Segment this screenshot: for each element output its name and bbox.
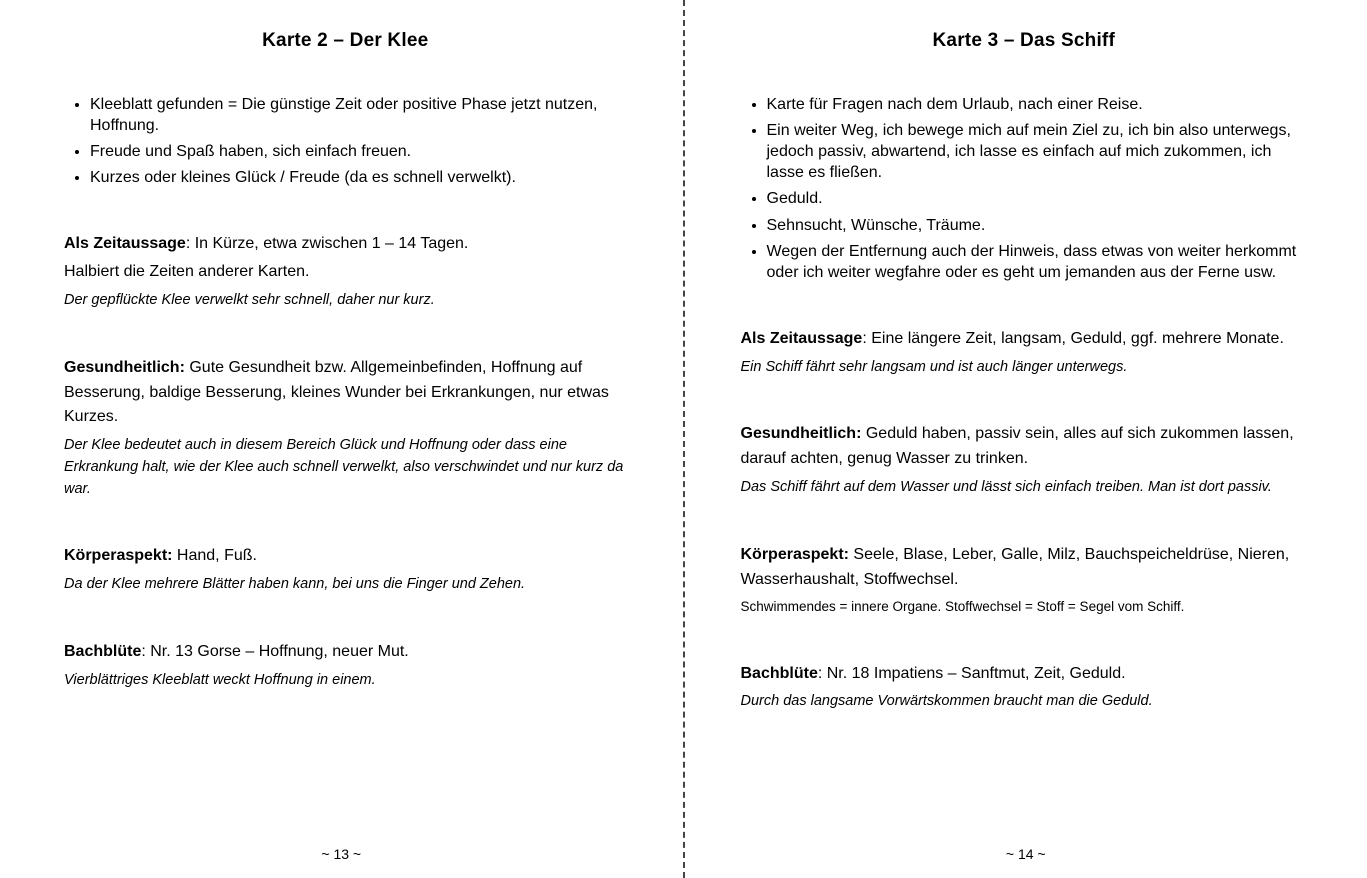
section-paragraph: Bachblüte: Nr. 18 Impatiens – Sanftmut, Zeit, Geduld. [740,664,1126,682]
section-paragraph: Als Zeitaussage: In Kürze, etwa zwischen 1 – 14 Tagen. [64,235,469,253]
section-paragraph: Als Zeitaussage: Eine längere Zeit, langsam, Geduld, ggf. mehrere Monate. [740,329,1284,347]
section-paragraph: Körperaspekt: Seele, Blase, Leber, Galle, Milz, Bauchspeicheldrüse, Nieren, Wasserhaushalt, Stoffwechsel. [740,545,1290,588]
section-koerperaspekt [741,543,1308,618]
bullet-list [741,94,1308,283]
section-note: Das Schiff fährt auf dem Wasser und lässt sich einfach treiben. Man ist dort passiv. [740,479,1272,496]
page-title: Karte 3 – Das Schiff [932,30,1115,51]
section-koerperaspekt [64,544,627,596]
bullet-item: • Karte für Fragen nach dem Urlaub, nach einer Reise. [767,94,1308,115]
section-label: Bachblüte [64,642,142,660]
section-bachbluete [64,640,627,692]
section-label: Als Zeitaussage [64,235,186,253]
section-note: Vierblättriges Kleeblatt weckt Hoffnung in einem. [64,671,376,688]
bullet-item: • Wegen der Entfernung auch der Hinweis, dass etwas von weiter herkommt oder ich weiter wegfahre oder es geht um jemanden aus der Ferne usw. [767,241,1308,283]
section-paragraph: Gesundheitlich: Geduld haben, passiv sein, alles auf sich zukommen lassen, darauf achten, genug Wasser zu trinken. [740,425,1294,468]
section-note: Ein Schiff fährt sehr langsam und ist auch länger unterwegs. [740,358,1128,375]
section-label: Gesundheitlich: [64,358,185,376]
section-label: Als Zeitaussage [740,329,863,347]
bullet-item: • Kleeblatt gefunden = Die günstige Zeit oder positive Phase jetzt nutzen, Hoffnung. [90,94,627,136]
section-bachbluete [741,662,1308,714]
bullet-item: • Kurzes oder kleines Glück / Freude (da es schnell verwelkt). [90,167,627,188]
section-note: Durch das langsame Vorwärtskommen braucht man die Geduld. [740,693,1153,710]
section-zeitaussage [64,232,627,311]
bullet-item: • Freude und Spaß haben, sich einfach freuen. [90,141,627,162]
section-paragraph: Körperaspekt: Hand, Fuß. [64,547,257,565]
section-paragraph: Halbiert die Zeiten anderer Karten. [64,263,310,281]
section-note: Der Klee bedeutet auch in diesem Bereich Glück und Hoffnung oder dass eine Erkrankung halt, wie der Klee auch schnell verwelkt, also verschwindet und nur kurz da war. [64,437,624,497]
section-gesundheitlich [741,422,1308,498]
section-label: Bachblüte [740,664,818,682]
section-note: Da der Klee mehrere Blätter haben kann, bei uns die Finger und Zehen. [64,576,526,593]
section-zeitaussage [741,327,1308,379]
section-note: Schwimmendes = innere Organe. Stoffwechsel = Stoff = Segel vom Schiff. [740,599,1185,615]
page-13 [0,0,683,878]
section-note: Der gepflückte Klee verwelkt sehr schnell, daher nur kurz. [64,292,435,309]
page-title: Karte 2 – Der Klee [262,30,429,51]
page-body [64,94,627,692]
section-paragraph: Bachblüte: Nr. 13 Gorse – Hoffnung, neuer Mut. [64,642,409,660]
page-number: ~ 13 ~ [321,846,362,862]
page-number: ~ 14 ~ [1005,846,1046,862]
bullet-list [64,94,627,188]
section-label: Gesundheitlich: [740,425,862,443]
section-gesundheitlich [64,356,627,501]
section-label: Körperaspekt: [64,547,173,565]
section-label: Körperaspekt: [740,545,849,563]
page-body [741,94,1308,713]
bullet-item: • Sehnsucht, Wünsche, Träume. [767,215,1308,236]
bullet-item: • Geduld. [767,188,1308,209]
page-14 [685,0,1367,878]
section-paragraph: Gesundheitlich: Gute Gesundheit bzw. Allgemeinbefinden, Hoffnung auf Besserung, baldige Besserung, kleines Wunder bei Erkrankungen, nur etwas Kurzes. [64,358,609,426]
bullet-item: • Ein weiter Weg, ich bewege mich auf mein Ziel zu, ich bin also unterwegs, jedoch passiv, abwartend, ich lasse es einfach auf mich zukommen, ich lasse es fließen. [767,120,1308,183]
